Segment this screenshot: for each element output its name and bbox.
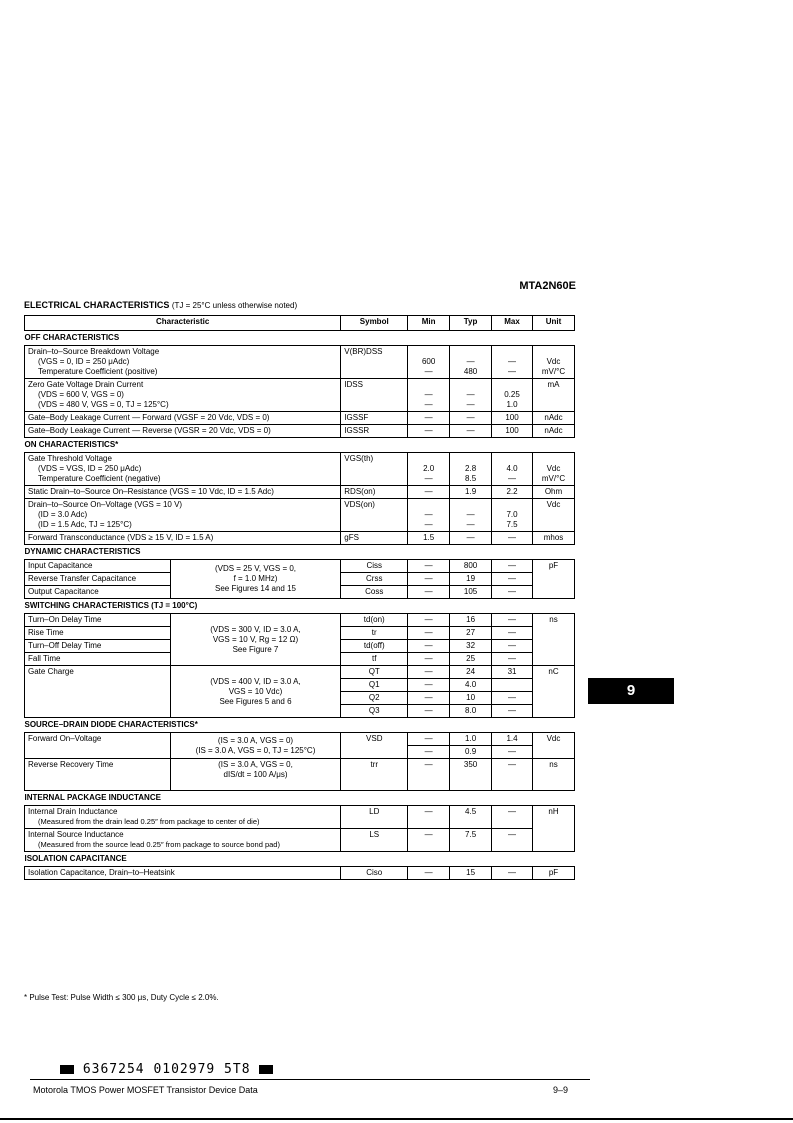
table-row: Internal Source Inductance (Measured from the source lead 0.25″ from package to source bond pad) LS — 7.5 —	[25, 829, 575, 852]
table-row: Gate–Body Leakage Current — Reverse (VGSR = 20 Vdc, VDS = 0) IGSSR — — 100 nAdc	[25, 425, 575, 438]
page-bottom-rule	[0, 1118, 793, 1120]
section-off: OFF CHARACTERISTICS	[25, 331, 575, 346]
section-tab: 9	[588, 678, 674, 704]
table-row: Reverse Transfer Capacitance Crss — 19 —	[25, 573, 575, 586]
footnote: * Pulse Test: Pulse Width ≤ 300 μs, Duty Cycle ≤ 2.0%.	[24, 993, 219, 1002]
table-row: Q1 — 4.0	[25, 679, 575, 692]
electrical-characteristics-table	[24, 315, 575, 880]
barcode-block-right	[259, 1065, 273, 1074]
table-row: Q3 — 8.0 —	[25, 705, 575, 718]
footer-title: Motorola TMOS Power MOSFET Transistor Device Data	[33, 1085, 258, 1095]
table-row: Gate Charge (VDS = 400 V, ID = 3.0 A, VGS = 10 Vdc) See Figures 5 and 6 QT — 24 31 nC	[25, 666, 575, 679]
table-row: Output Capacitance Coss — 105 —	[25, 586, 575, 599]
footer-rule	[30, 1079, 590, 1080]
section-isolation: ISOLATION CAPACITANCE	[25, 852, 575, 867]
part-number: MTA2N60E	[519, 280, 576, 292]
section-dynamic: DYNAMIC CHARACTERISTICS	[25, 545, 575, 560]
page-number: 9–9	[552, 1085, 568, 1095]
section-switching: SWITCHING CHARACTERISTICS (TJ = 100°C)	[25, 599, 575, 614]
table-row: Gate–Body Leakage Current — Forward (VGSF = 20 Vdc, VDS = 0) IGSSF — — 100 nAdc	[25, 412, 575, 425]
table-title: ELECTRICAL CHARACTERISTICS (TJ = 25°C unless otherwise noted)	[24, 300, 298, 310]
barcode: 6367254 0102979 5T8	[60, 1062, 273, 1077]
table-row: Rise Time tr — 27 —	[25, 627, 575, 640]
table-row: — 0.9 —	[25, 746, 575, 759]
table-row: Zero Gate Voltage Drain Current (VDS = 600 V, VGS = 0) (VDS = 480 V, VGS = 0, TJ = 125°C) IDSS — — — — 0.25 1.0 mA	[25, 379, 575, 412]
section-on: ON CHARACTERISTICS*	[25, 438, 575, 453]
table-row: Drain–to–Source On–Voltage (VGS = 10 V) (ID = 3.0 Adc) (ID = 1.5 Adc, TJ = 125°C) VDS(on) — — — — 7.0 7.5 Vdc	[25, 499, 575, 532]
table-row: Isolation Capacitance, Drain–to–Heatsink Ciso — 15 — pF	[25, 867, 575, 880]
table-header: Characteristic Symbol Min Typ Max Unit	[25, 316, 575, 331]
table-row: Drain–to–Source Breakdown Voltage (VGS = 0, ID = 250 μAdc) Temperature Coefficient (positive) V(BR)DSS 600 — — 480 — — Vdc mV/°C	[25, 346, 575, 379]
table-row: Forward Transconductance (VDS ≥ 15 V, ID = 1.5 A) gFS 1.5 — — mhos	[25, 532, 575, 545]
table-row: Internal Drain Inductance (Measured from the drain lead 0.25″ from package to center of die) LD — 4.5 — nH	[25, 806, 575, 829]
table-row: Q2 — 10 —	[25, 692, 575, 705]
section-diode: SOURCE–DRAIN DIODE CHARACTERISTICS*	[25, 718, 575, 733]
table-row: Turn–Off Delay Time td(off) — 32 —	[25, 640, 575, 653]
table-row: Static Drain–to–Source On–Resistance (VGS = 10 Vdc, ID = 1.5 Adc) RDS(on) — 1.9 2.2 Ohm	[25, 486, 575, 499]
table-row: Gate Threshold Voltage (VDS = VGS, ID = 250 μAdc) Temperature Coefficient (negative) VGS(th) 2.0 — 2.8 8.5 4.0 — Vdc mV/°C	[25, 453, 575, 486]
table-row: Forward On–Voltage (IS = 3.0 A, VGS = 0) (IS = 3.0 A, VGS = 0, TJ = 125°C) VSD — 1.0 1.4 Vdc	[25, 733, 575, 746]
table-row: Reverse Recovery Time (IS = 3.0 A, VGS = 0, dIS/dt = 100 A/μs) trr — 350 — ns	[25, 759, 575, 791]
section-inductance: INTERNAL PACKAGE INDUCTANCE	[25, 791, 575, 806]
table-row: Fall Time tf — 25 —	[25, 653, 575, 666]
table-row: Input Capacitance (VDS = 25 V, VGS = 0, f = 1.0 MHz) See Figures 14 and 15 Ciss — 800 — pF	[25, 560, 575, 573]
barcode-block-left	[60, 1065, 74, 1074]
table-row: Turn–On Delay Time (VDS = 300 V, ID = 3.0 A, VGS = 10 V, Rg = 12 Ω) See Figure 7 td(on) — 16 — ns	[25, 614, 575, 627]
